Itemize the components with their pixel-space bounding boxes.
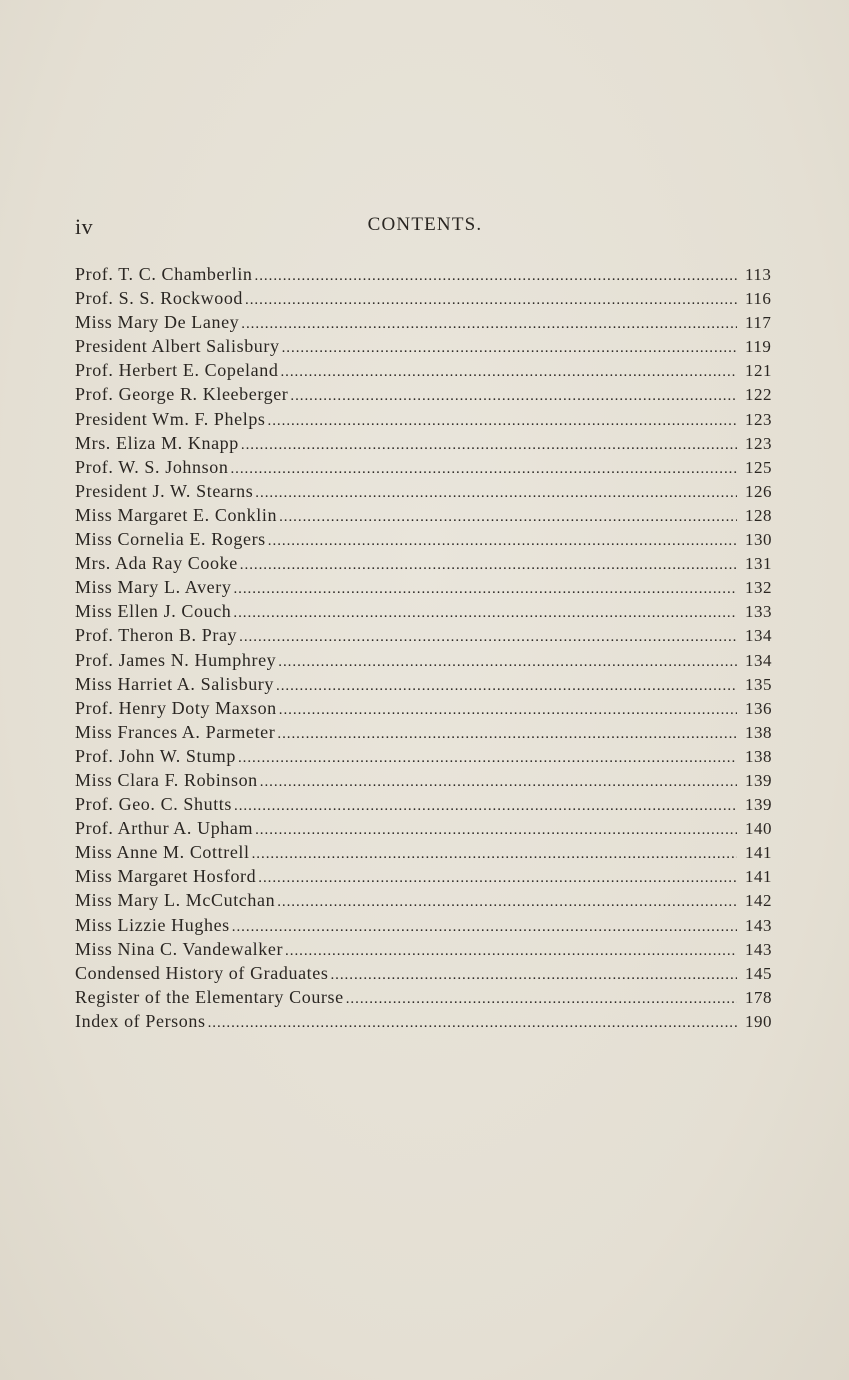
entry-page-number: 121 <box>745 361 772 381</box>
dot-leader <box>280 360 737 384</box>
dot-leader <box>232 915 737 939</box>
entry-page-number: 122 <box>745 385 772 405</box>
entry-name: Miss Harriet A. Salisbury <box>75 673 274 694</box>
entry-name: Miss Frances A. Parmeter <box>75 721 276 742</box>
entry-name: Miss Mary De Laney <box>75 312 240 333</box>
entry-name: Prof. Arthur A. Upham <box>75 818 254 839</box>
entry-name: Miss Nina C. Vandewalker <box>75 938 284 959</box>
dot-leader <box>260 770 737 794</box>
toc-entry <box>75 334 775 358</box>
entry-page-number: 126 <box>745 481 772 501</box>
toc-entry <box>75 262 775 286</box>
entry-page-number: 190 <box>745 1011 772 1031</box>
toc-entry <box>75 744 775 768</box>
entry-name: Prof. Geo. C. Shutts <box>75 794 233 815</box>
toc-entry <box>75 479 775 503</box>
toc-entry <box>75 431 775 455</box>
entry-name: Mrs. Ada Ray Cooke <box>75 553 238 574</box>
toc-entry <box>75 286 775 310</box>
dot-leader <box>240 553 737 577</box>
entry-page-number: 125 <box>745 457 772 477</box>
toc-entry <box>75 864 775 888</box>
dot-leader <box>233 601 737 625</box>
entry-name: Condensed History of Graduates <box>75 962 329 983</box>
toc-entry <box>75 599 775 623</box>
dot-leader <box>279 505 737 529</box>
entry-name: Prof. W. S. Johnson <box>75 456 229 477</box>
dot-leader <box>255 481 737 505</box>
dot-leader <box>239 625 737 649</box>
toc-entry <box>75 696 775 720</box>
dot-leader <box>285 939 737 963</box>
entry-page-number: 128 <box>745 505 772 525</box>
dot-leader <box>233 577 737 601</box>
running-head <box>75 214 775 242</box>
dot-leader <box>279 698 737 722</box>
entry-page-number: 143 <box>745 939 772 959</box>
dot-leader <box>255 818 737 842</box>
entry-page-number: 141 <box>745 867 772 887</box>
toc-entry <box>75 888 775 912</box>
dot-leader <box>241 433 737 457</box>
entry-page-number: 134 <box>745 650 772 670</box>
entry-page-number: 132 <box>745 578 772 598</box>
dot-leader <box>208 1011 737 1035</box>
entry-page-number: 142 <box>745 891 772 911</box>
toc-entry <box>75 310 775 334</box>
toc-entry <box>75 672 775 696</box>
dot-leader <box>276 674 737 698</box>
entry-page-number: 133 <box>745 602 772 622</box>
dot-leader <box>255 264 737 288</box>
entry-name: Mrs. Eliza M. Knapp <box>75 432 239 453</box>
toc-entry <box>75 623 775 647</box>
toc-entry <box>75 1009 775 1033</box>
toc-entry <box>75 407 775 431</box>
entry-name: Miss Mary L. Avery <box>75 577 232 598</box>
entry-page-number: 178 <box>745 987 772 1007</box>
dot-leader <box>241 312 737 336</box>
entry-page-number: 113 <box>745 265 772 284</box>
dot-leader <box>346 987 737 1011</box>
entry-name: Index of Persons <box>75 1010 206 1031</box>
entry-name: Prof. John W. Stump <box>75 745 236 766</box>
entry-name: Miss Cornelia E. Rogers <box>75 529 266 550</box>
dot-leader <box>282 336 737 360</box>
toc-entry <box>75 551 775 575</box>
entry-name: Miss Lizzie Hughes <box>75 914 230 935</box>
entry-page-number: 140 <box>745 819 772 839</box>
entry-page-number: 116 <box>745 289 772 309</box>
entry-name: President Wm. F. Phelps <box>75 408 266 429</box>
entry-page-number: 130 <box>745 530 772 550</box>
dot-leader <box>238 746 737 770</box>
entry-name: Prof. Herbert E. Copeland <box>75 360 279 381</box>
toc-entry <box>75 961 775 985</box>
toc-entry <box>75 840 775 864</box>
entry-page-number: 136 <box>745 698 772 718</box>
entry-name: Prof. T. C. Chamberlin <box>75 264 253 284</box>
entry-page-number: 135 <box>745 674 772 694</box>
entry-page-number: 119 <box>745 337 772 357</box>
entry-name: Miss Margaret Hosford <box>75 866 257 887</box>
entry-name: Miss Clara F. Robinson <box>75 769 258 790</box>
dot-leader <box>258 866 737 890</box>
entry-page-number: 131 <box>745 554 772 574</box>
table-of-contents <box>75 262 775 1033</box>
entry-page-number: 139 <box>745 770 772 790</box>
entry-name: Prof. James N. Humphrey <box>75 649 277 670</box>
toc-entry <box>75 382 775 406</box>
toc-entry <box>75 648 775 672</box>
dot-leader <box>330 963 737 987</box>
dot-leader <box>230 457 737 481</box>
dot-leader <box>252 842 737 866</box>
toc-entry <box>75 792 775 816</box>
dot-leader <box>268 409 737 433</box>
entry-page-number: 143 <box>745 915 772 935</box>
dot-leader <box>290 384 737 408</box>
toc-entry <box>75 816 775 840</box>
entry-name: Prof. George R. Kleeberger <box>75 384 289 405</box>
entry-name: Miss Ellen J. Couch <box>75 601 232 622</box>
entry-name: President Albert Salisbury <box>75 336 280 357</box>
entry-name: Miss Anne M. Cottrell <box>75 842 250 863</box>
dot-leader <box>277 722 737 746</box>
entry-name: Miss Mary L. McCutchan <box>75 890 276 911</box>
entry-page-number: 141 <box>745 843 772 863</box>
entry-name: President J. W. Stearns <box>75 480 254 501</box>
page-number: iv <box>75 214 94 239</box>
toc-entry <box>75 913 775 937</box>
dot-leader <box>268 529 737 553</box>
entry-page-number: 138 <box>745 746 772 766</box>
entry-name: Prof. Theron B. Pray <box>75 625 238 646</box>
entry-page-number: 123 <box>745 409 772 429</box>
dot-leader <box>277 890 737 914</box>
dot-leader <box>245 288 737 312</box>
toc-entry <box>75 985 775 1009</box>
dot-leader <box>234 794 737 818</box>
entry-page-number: 134 <box>745 626 772 646</box>
entry-name: Prof. Henry Doty Maxson <box>75 697 277 718</box>
entry-name: Prof. S. S. Rockwood <box>75 288 244 309</box>
entry-name: Miss Margaret E. Conklin <box>75 504 278 525</box>
toc-entry <box>75 358 775 382</box>
entry-page-number: 117 <box>745 313 772 333</box>
entry-page-number: 138 <box>745 722 772 742</box>
toc-entry <box>75 575 775 599</box>
toc-entry <box>75 527 775 551</box>
toc-entry <box>75 720 775 744</box>
toc-entry <box>75 503 775 527</box>
page-title: CONTENTS. <box>367 214 483 235</box>
toc-entry <box>75 937 775 961</box>
toc-entry <box>75 768 775 792</box>
entry-page-number: 123 <box>745 433 772 453</box>
entry-page-number: 145 <box>745 963 772 983</box>
entry-page-number: 139 <box>745 795 772 815</box>
entry-name: Register of the Elementary Course <box>75 986 344 1007</box>
dot-leader <box>278 650 737 674</box>
toc-entry <box>75 455 775 479</box>
